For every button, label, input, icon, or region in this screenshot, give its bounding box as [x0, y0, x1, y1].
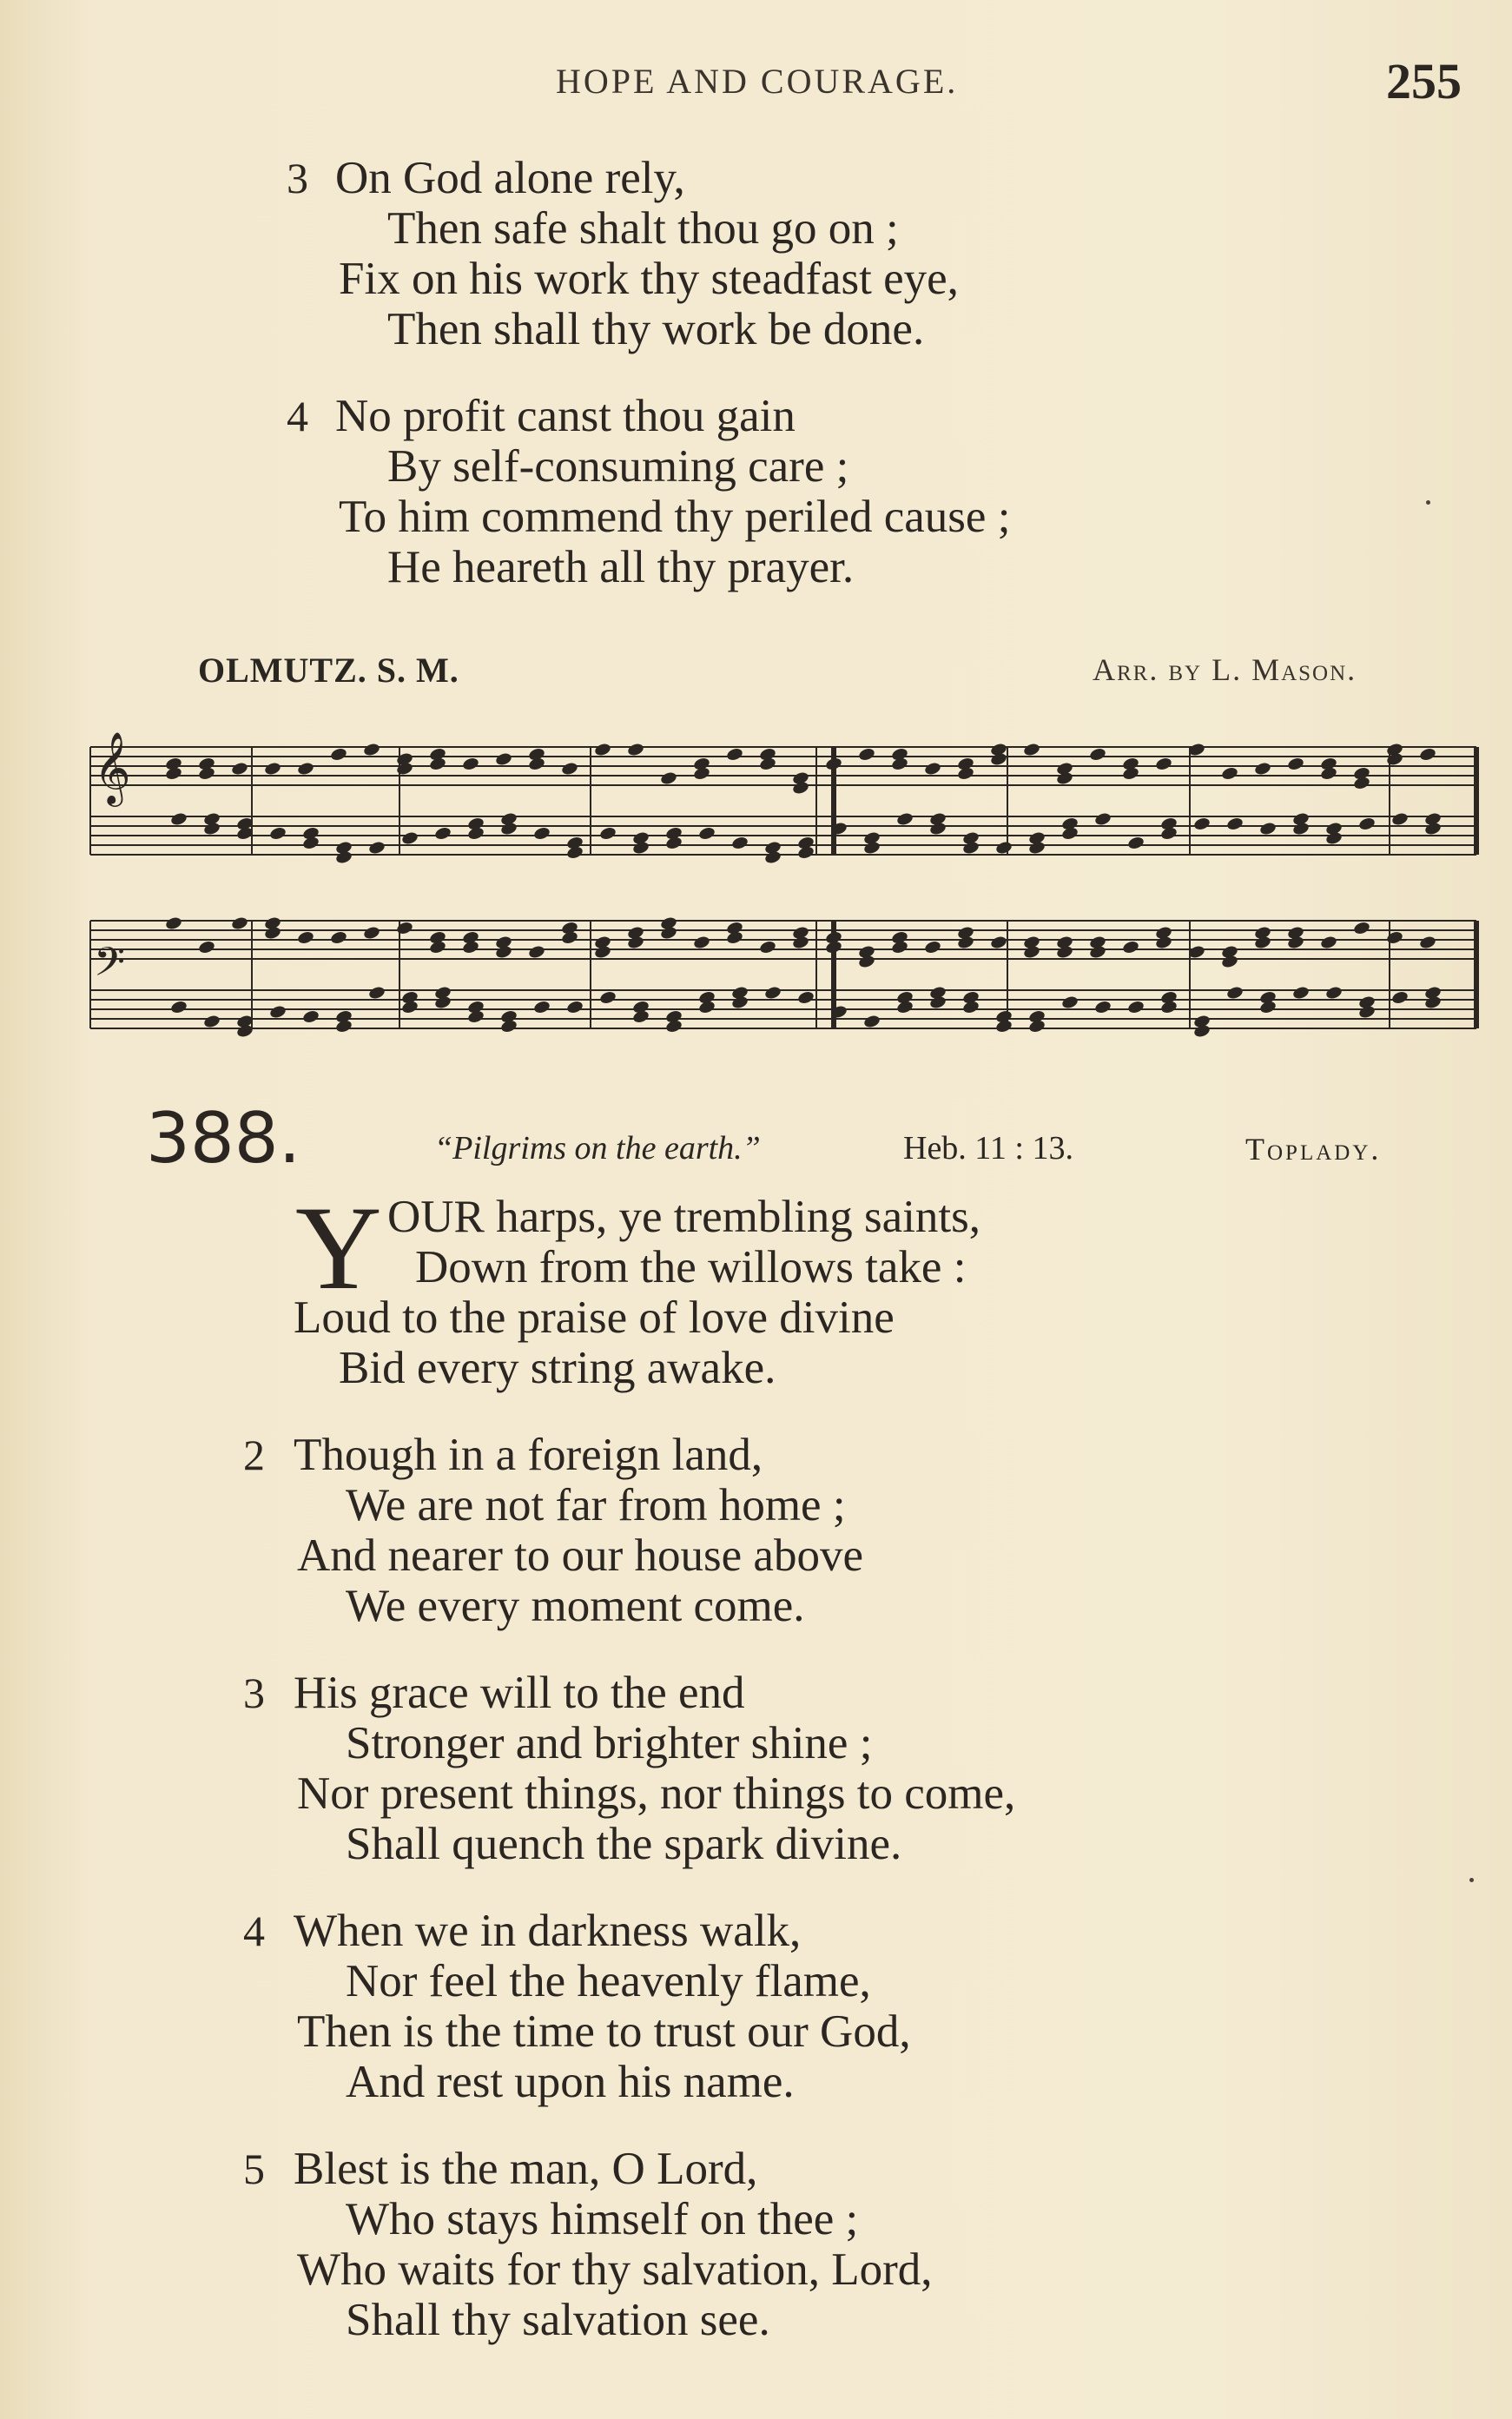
- note-head: [758, 940, 776, 955]
- note-head: [730, 836, 749, 850]
- note-head: [758, 757, 776, 771]
- note-head: [362, 742, 380, 757]
- note-head: [923, 761, 941, 776]
- note-head: [598, 826, 617, 841]
- note-head: [169, 811, 188, 826]
- note-head: [631, 840, 650, 855]
- note-head: [1192, 1023, 1211, 1038]
- verse-line: On God alone rely,: [335, 153, 685, 203]
- note-head: [400, 830, 419, 845]
- note-head: [593, 944, 611, 959]
- note-head: [1324, 985, 1343, 1000]
- verse-line: Then safe shalt thou go on ;: [387, 203, 899, 254]
- note-head: [895, 811, 914, 826]
- note-head: [989, 935, 1007, 949]
- note-head: [890, 757, 908, 771]
- note-head: [466, 826, 485, 841]
- note-head: [532, 826, 551, 841]
- note-head: [593, 742, 611, 757]
- verse-line: To him commend thy periled cause ;: [339, 492, 1011, 542]
- note-head: [1088, 944, 1106, 959]
- note-head: [230, 915, 248, 930]
- note-head: [1027, 1019, 1046, 1034]
- note-head: [433, 995, 452, 1009]
- note-head: [499, 821, 518, 836]
- note-head: [202, 1014, 221, 1028]
- verse-line: And rest upon his name.: [346, 2057, 795, 2107]
- note-head: [692, 766, 710, 781]
- note-head: [1258, 1000, 1277, 1015]
- note-head: [1093, 811, 1112, 826]
- verse-line: Nor present things, nor things to come,: [297, 1768, 1016, 1819]
- note-head: [263, 925, 281, 940]
- drop-cap: Y: [295, 1181, 382, 1314]
- verse-line: He heareth all thy prayer.: [387, 542, 855, 592]
- note-head: [626, 742, 644, 757]
- note-head: [1385, 930, 1403, 945]
- note-head: [730, 995, 749, 1009]
- print-speck: [1426, 500, 1430, 505]
- note-head: [857, 747, 875, 762]
- note-head: [824, 757, 842, 771]
- note-head: [301, 836, 320, 850]
- note-head: [1423, 821, 1442, 836]
- note-head: [230, 761, 248, 776]
- stanza-number: 5: [243, 2145, 265, 2193]
- note-head: [197, 766, 215, 781]
- verse-line: Who waits for thy salvation, Lord,: [297, 2244, 933, 2295]
- verse-line: Down from the willows take :: [415, 1242, 967, 1292]
- verse-line: Nor feel the heavenly flame,: [346, 1956, 871, 2006]
- note-head: [1126, 1000, 1145, 1015]
- note-head: [1060, 995, 1079, 1009]
- note-head: [1253, 761, 1271, 776]
- note-head: [1154, 935, 1172, 949]
- verse-line: His grace will to the end: [294, 1668, 745, 1718]
- verse-line: Shall quench the spark divine.: [346, 1819, 902, 1869]
- scripture-reference: Heb. 11 : 13.: [903, 1130, 1073, 1167]
- note-head: [1418, 935, 1436, 949]
- note-head: [956, 935, 974, 949]
- verse-line: Shall thy salvation see.: [346, 2295, 770, 2345]
- verse-line: Bid every string awake.: [339, 1343, 776, 1393]
- verse-line: Loud to the praise of love divine: [294, 1292, 895, 1343]
- note-head: [631, 1009, 650, 1024]
- verse-line: OUR harps, ye trembling saints,: [387, 1192, 981, 1242]
- note-head: [329, 747, 347, 762]
- note-head: [164, 766, 182, 781]
- note-head: [527, 944, 545, 959]
- note-head: [994, 840, 1013, 855]
- note-head: [1390, 990, 1409, 1005]
- verse-line: Blest is the man, O Lord,: [294, 2144, 758, 2194]
- verse-line: When we in darkness walk,: [294, 1906, 802, 1956]
- note-head: [1220, 954, 1238, 968]
- verse-line: And nearer to our house above: [297, 1530, 863, 1581]
- note-head: [334, 849, 353, 864]
- note-head: [367, 985, 386, 1000]
- verse-line: Though in a foreign land,: [294, 1430, 763, 1480]
- note-head: [1357, 1004, 1376, 1019]
- hymn-number: 388.: [146, 1098, 301, 1179]
- stanza-number: 4: [287, 392, 308, 440]
- note-head: [928, 821, 947, 836]
- note-head: [1291, 985, 1310, 1000]
- note-head: [1286, 935, 1304, 949]
- note-head: [824, 940, 842, 955]
- note-head: [532, 1000, 551, 1015]
- note-head: [664, 836, 683, 850]
- note-head: [164, 915, 182, 930]
- note-head: [428, 940, 446, 955]
- note-head: [428, 757, 446, 771]
- stanza-number: 3: [243, 1669, 265, 1717]
- note-head: [763, 985, 782, 1000]
- note-head: [197, 940, 215, 955]
- note-head: [895, 1000, 914, 1015]
- note-head: [961, 840, 980, 855]
- note-head: [1159, 1000, 1178, 1015]
- note-head: [697, 826, 716, 841]
- note-head: [395, 761, 413, 776]
- note-head: [202, 821, 221, 836]
- stanza-number: 4: [243, 1907, 265, 1955]
- note-head: [1319, 935, 1337, 949]
- note-head: [560, 930, 578, 945]
- treble-clef-icon: 𝄞: [94, 730, 131, 803]
- note-head: [994, 1019, 1013, 1034]
- note-head: [367, 840, 386, 855]
- note-head: [169, 1000, 188, 1015]
- note-head: [1352, 921, 1370, 935]
- note-head: [494, 751, 512, 766]
- note-head: [961, 1000, 980, 1015]
- note-head: [1423, 995, 1442, 1009]
- note-head: [928, 995, 947, 1009]
- note-head: [923, 940, 941, 955]
- note-head: [1126, 836, 1145, 850]
- note-head: [692, 935, 710, 949]
- note-head: [1352, 776, 1370, 790]
- note-head: [296, 930, 314, 945]
- note-head: [791, 935, 809, 949]
- note-head: [1385, 751, 1403, 766]
- note-head: [763, 849, 782, 864]
- note-head: [659, 770, 677, 785]
- note-head: [791, 780, 809, 795]
- note-head: [796, 845, 815, 860]
- note-head: [725, 930, 743, 945]
- stanza-number: 3: [287, 154, 308, 202]
- note-head: [626, 935, 644, 949]
- note-head: [1022, 944, 1040, 959]
- note-head: [461, 757, 479, 771]
- verse-line: We every moment come.: [346, 1581, 805, 1631]
- note-head: [1027, 840, 1046, 855]
- verse-line: Stronger and brighter shine ;: [346, 1718, 873, 1768]
- note-head: [1286, 757, 1304, 771]
- note-head: [1390, 811, 1409, 826]
- note-head: [1291, 821, 1310, 836]
- page-header: [0, 52, 1512, 113]
- verse-line: No profit canst thou gain: [335, 391, 796, 441]
- verse-line: By self-consuming care ;: [387, 441, 849, 492]
- bass-clef-icon: 𝄢: [94, 939, 126, 995]
- verse-line: Fix on his work thy steadfast eye,: [339, 254, 959, 304]
- note-head: [565, 1000, 584, 1015]
- note-head: [268, 826, 287, 841]
- note-head: [334, 1019, 353, 1034]
- note-head: [1220, 766, 1238, 781]
- music-score: [87, 712, 1494, 1051]
- note-head: [395, 921, 413, 935]
- note-head: [527, 757, 545, 771]
- note-head: [1060, 826, 1079, 841]
- note-head: [494, 944, 512, 959]
- note-head: [1055, 944, 1073, 959]
- note-head: [1225, 985, 1244, 1000]
- verse-line: Who stays himself on thee ;: [346, 2194, 859, 2244]
- note-head: [296, 761, 314, 776]
- note-head: [796, 990, 815, 1005]
- running-head: HOPE AND COURAGE.: [556, 62, 959, 101]
- note-head: [664, 1019, 683, 1034]
- verse-line: Then shall thy work be done.: [387, 304, 925, 354]
- note-head: [1253, 935, 1271, 949]
- print-speck: [1469, 1878, 1474, 1882]
- note-head: [659, 925, 677, 940]
- note-head: [956, 766, 974, 781]
- note-head: [989, 751, 1007, 766]
- note-head: [1121, 766, 1139, 781]
- note-head: [1093, 1000, 1112, 1015]
- note-head: [857, 954, 875, 968]
- note-head: [1121, 940, 1139, 955]
- page-number: 255: [1386, 53, 1462, 109]
- note-head: [1159, 826, 1178, 841]
- stanza-number: 2: [243, 1431, 265, 1479]
- note-head: [890, 940, 908, 955]
- note-head: [1022, 742, 1040, 757]
- note-head: [565, 845, 584, 860]
- note-head: [301, 1009, 320, 1024]
- verse-line: Then is the time to trust our God,: [297, 2006, 911, 2057]
- note-head: [1418, 747, 1436, 762]
- note-head: [433, 826, 452, 841]
- hymn-author: Toplady.: [1245, 1132, 1382, 1167]
- tune-name: OLMUTZ. S. M.: [198, 651, 459, 690]
- note-head: [268, 1004, 287, 1019]
- note-head: [1088, 747, 1106, 762]
- note-head: [1324, 830, 1343, 845]
- note-head: [725, 747, 743, 762]
- note-head: [560, 761, 578, 776]
- note-head: [598, 990, 617, 1005]
- note-head: [1154, 757, 1172, 771]
- note-head: [1319, 766, 1337, 781]
- note-head: [499, 1019, 518, 1034]
- note-head: [697, 1000, 716, 1015]
- note-head: [400, 1000, 419, 1015]
- note-head: [862, 1014, 881, 1028]
- note-head: [1055, 770, 1073, 785]
- note-head: [1258, 821, 1277, 836]
- note-head: [1357, 816, 1376, 831]
- note-head: [1225, 816, 1244, 831]
- verse-line: We are not far from home ;: [346, 1480, 846, 1530]
- hymn-title: “Pilgrims on the earth.”: [434, 1130, 761, 1167]
- note-head: [263, 761, 281, 776]
- note-head: [466, 1009, 485, 1024]
- tune-arranger: Arr. by L. Mason.: [1093, 652, 1357, 687]
- note-head: [362, 925, 380, 940]
- note-head: [329, 930, 347, 945]
- note-head: [862, 840, 881, 855]
- note-head: [461, 940, 479, 955]
- note-head: [1192, 816, 1211, 831]
